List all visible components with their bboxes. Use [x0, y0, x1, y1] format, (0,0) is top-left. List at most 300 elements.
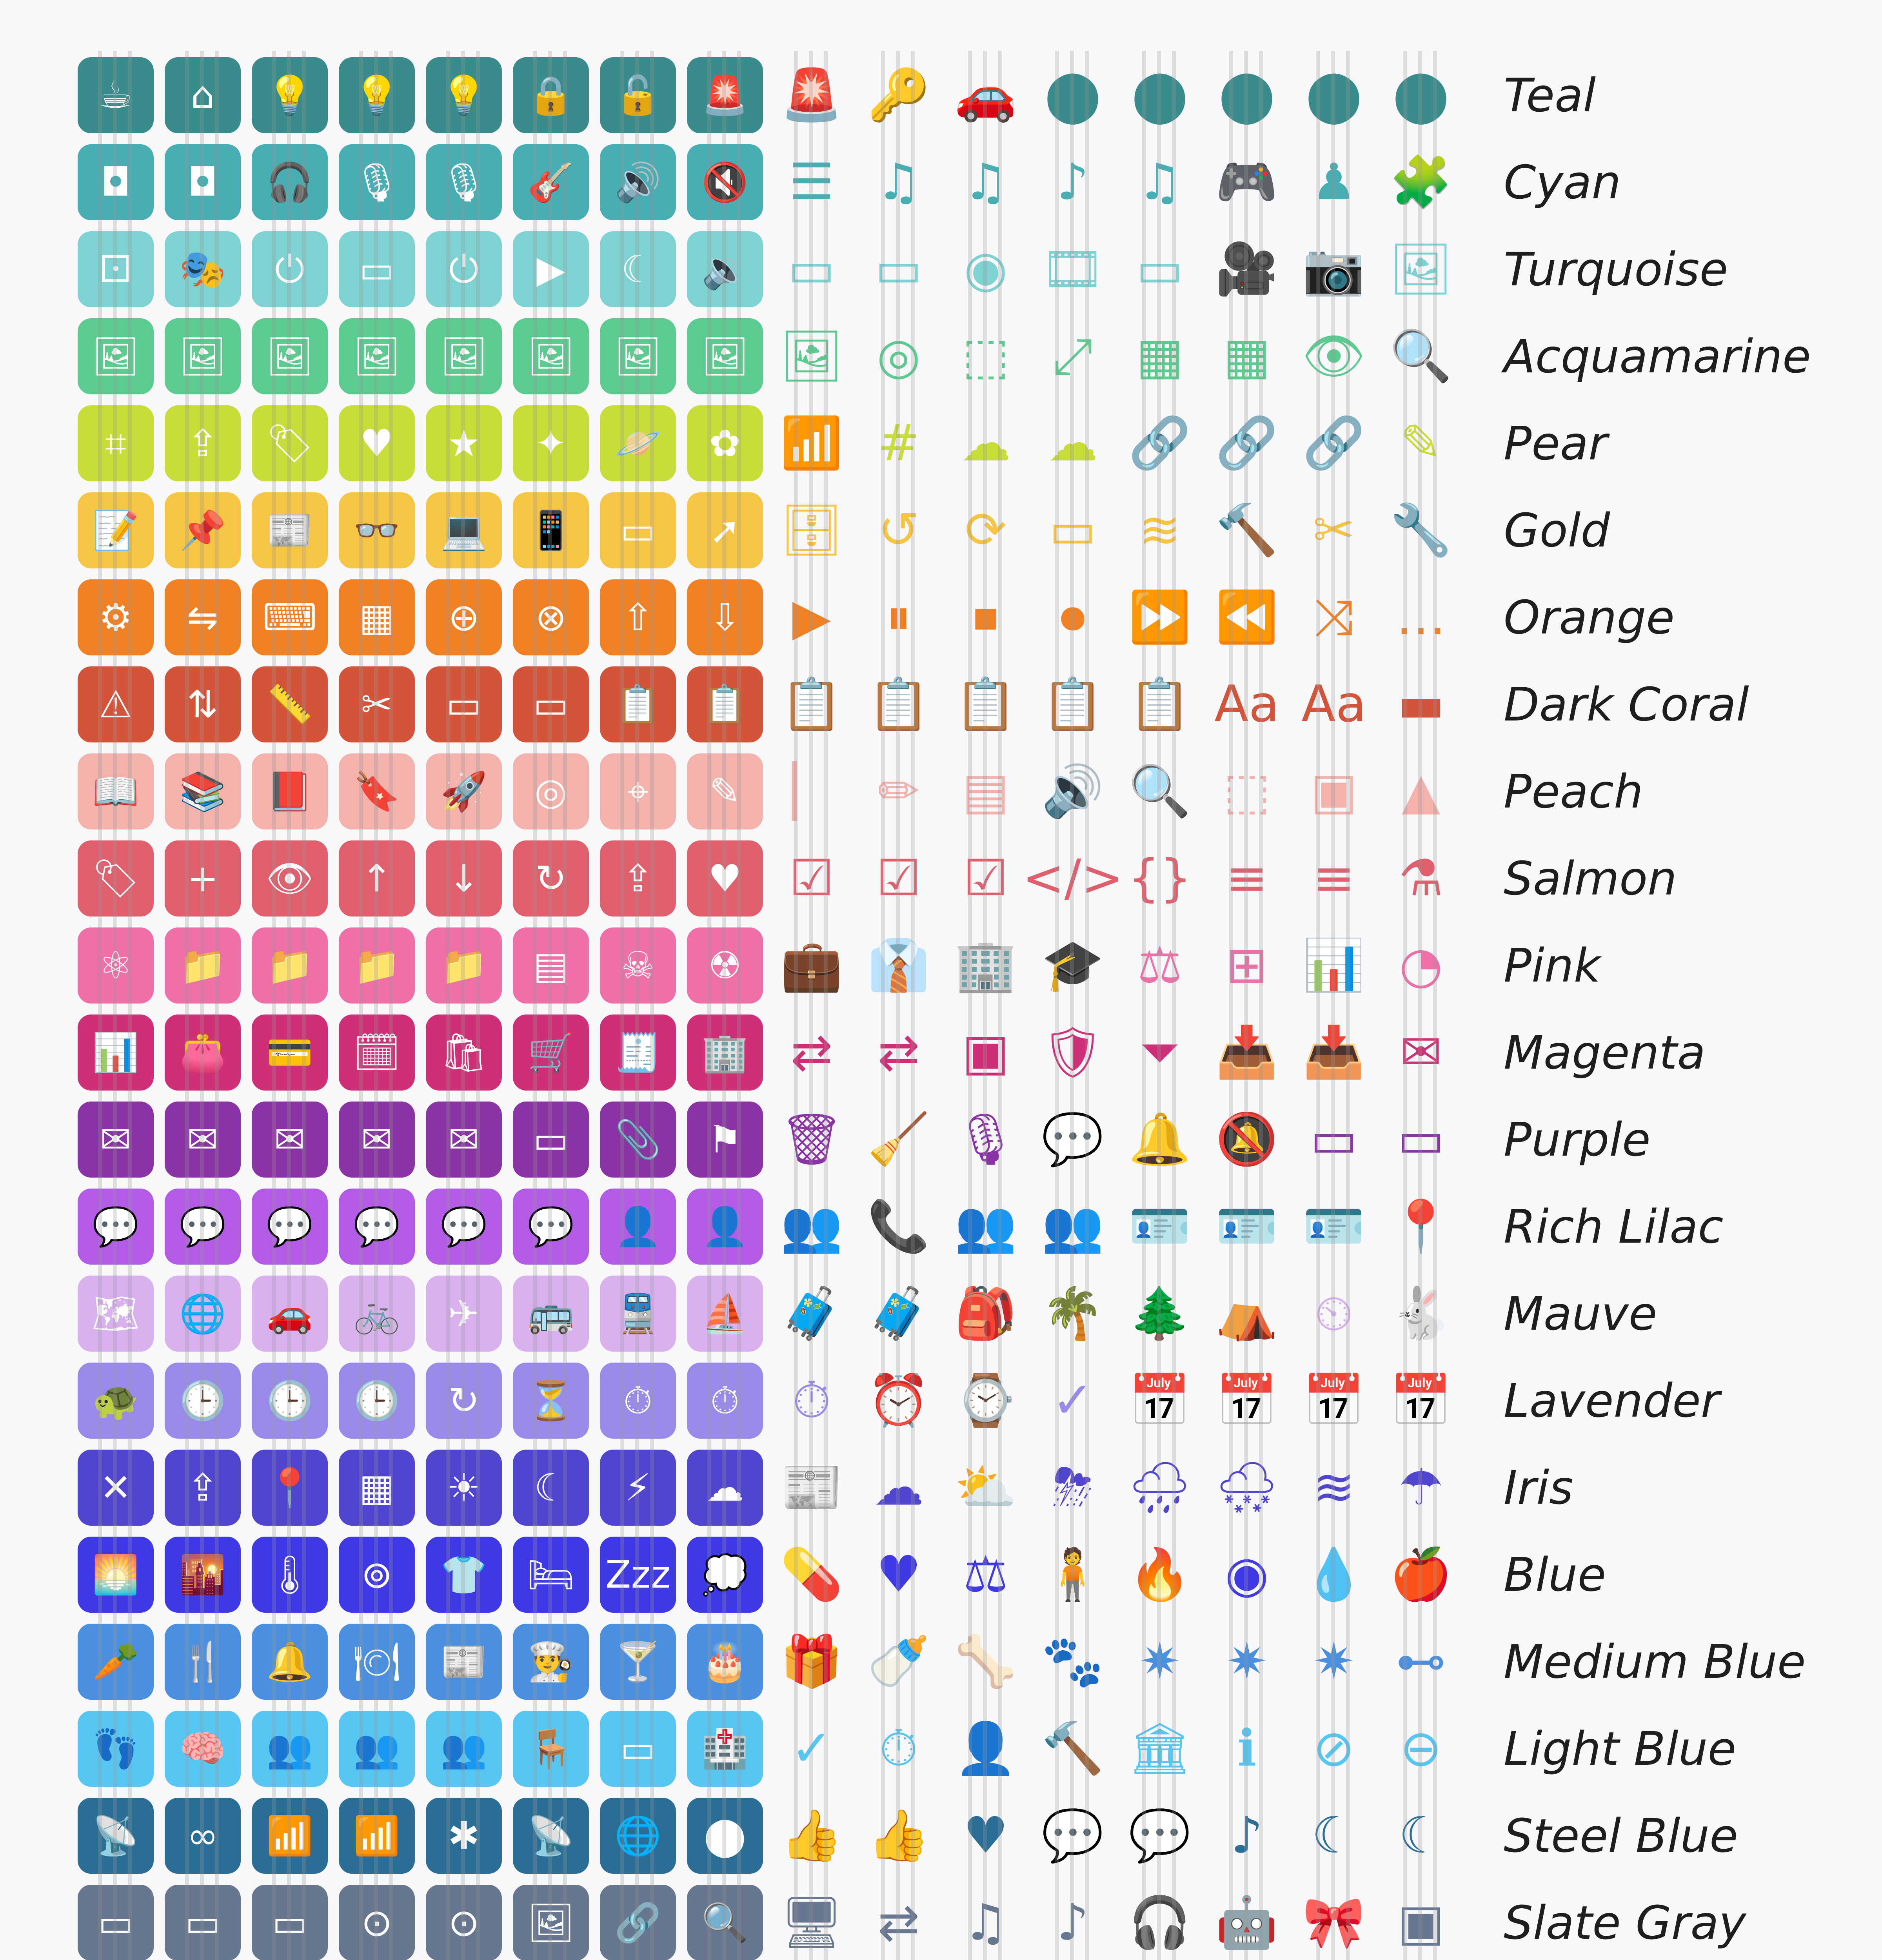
outline-icon-purple-2: 🧹 — [867, 1110, 930, 1169]
filled-icon-rich-lilac-8: 👤 — [687, 1189, 763, 1265]
outline-icon-peach-4: 🔊 — [1041, 762, 1104, 820]
outline-icon-medium-blue-3: 🦴 — [954, 1632, 1017, 1691]
filled-icon-mauve-7: 🚆 — [600, 1276, 676, 1352]
outline-icon-rich-lilac-5: 🪪 — [1128, 1197, 1191, 1256]
outline-icon-gold-1: 🗄 — [779, 501, 844, 559]
outline-icon-rich-lilac-7: 🪪 — [1303, 1197, 1365, 1256]
outline-icon-dark-coral-7: Aa — [1301, 675, 1366, 733]
filled-icon-rich-lilac-6: 💬 — [513, 1189, 589, 1265]
color-label-dark-coral: Dark Coral — [1504, 677, 1749, 731]
filled-icon-acquamarine-4: 🖼 — [339, 318, 415, 394]
filled-icon-pink-1: ⚛ — [78, 927, 154, 1004]
filled-icon-gold-8: ➚ — [687, 492, 763, 568]
outline-icon-turquoise-2: ▭ — [875, 240, 923, 298]
outline-icon-slate-gray-8: ▣ — [1397, 1893, 1445, 1952]
outline-icon-rich-lilac-3: 👥 — [954, 1197, 1017, 1256]
filled-icon-magenta-6: 🛒 — [513, 1014, 589, 1091]
filled-icon-steel-blue-2: ∞ — [165, 1798, 241, 1874]
outline-icon-acquamarine-3: ⬚ — [962, 327, 1010, 385]
filled-icon-pink-3: 📁 — [252, 927, 328, 1004]
filled-icon-pear-5: ★ — [426, 405, 502, 481]
outline-icon-mauve-4: 🌴 — [1041, 1284, 1104, 1343]
color-label-cyan: Cyan — [1504, 155, 1621, 209]
filled-icon-teal-6: 🔒 — [513, 57, 589, 133]
outline-icon-steel-blue-7: ☾ — [1311, 1806, 1357, 1865]
filled-icon-acquamarine-6: 🖼 — [513, 318, 589, 394]
outline-icon-pink-4: 🎓 — [1041, 936, 1104, 995]
color-label-orange: Orange — [1504, 590, 1675, 644]
color-label-teal: Teal — [1504, 68, 1596, 122]
filled-icon-slate-gray-1: ▭ — [78, 1885, 154, 1960]
filled-icon-turquoise-6: ▶ — [513, 231, 589, 307]
outline-icon-slate-gray-7: 🎀 — [1303, 1893, 1365, 1952]
filled-icon-purple-7: 📎 — [600, 1102, 676, 1178]
filled-icon-acquamarine-1: 🖼 — [78, 318, 154, 394]
filled-icon-peach-2: 📚 — [165, 753, 241, 829]
filled-icon-orange-2: ⇋ — [165, 579, 241, 655]
filled-icon-pear-2: ⇪ — [165, 405, 241, 481]
outline-icon-cyan-8: 🧩 — [1390, 153, 1452, 211]
outline-icon-turquoise-1: ▭ — [788, 240, 836, 298]
filled-icon-pink-8: ☢ — [687, 927, 763, 1004]
outline-icon-cyan-7: ♟ — [1311, 153, 1357, 211]
outline-icon-gold-6: 🔨 — [1215, 501, 1278, 559]
filled-icon-rich-lilac-5: 💬 — [426, 1189, 502, 1265]
outline-icon-turquoise-3: ◉ — [964, 240, 1008, 298]
outline-icon-acquamarine-1: 🖼 — [779, 327, 844, 385]
filled-icon-light-blue-1: 👣 — [78, 1711, 154, 1787]
outline-icon-slate-gray-5: 🎧 — [1128, 1893, 1191, 1952]
filled-icon-orange-8: ⇩ — [687, 579, 763, 655]
filled-icon-acquamarine-3: 🖼 — [252, 318, 328, 394]
filled-icon-blue-6: 🛏 — [513, 1537, 589, 1613]
outline-icon-acquamarine-7: 👁 — [1302, 327, 1366, 385]
outline-icon-turquoise-7: 📷 — [1303, 240, 1365, 298]
filled-icon-lavender-5: ↻ — [426, 1363, 502, 1439]
filled-icon-acquamarine-2: 🖼 — [165, 318, 241, 394]
outline-icon-peach-1: ▏ — [792, 762, 831, 820]
outline-icon-orange-1: ▶ — [792, 588, 831, 646]
filled-icon-cyan-4: 🎙 — [339, 144, 415, 220]
filled-icon-turquoise-5: ⏻ — [426, 231, 502, 307]
outline-icon-teal-8: ⬤ — [1393, 66, 1449, 124]
filled-icon-lavender-7: ⏱ — [600, 1363, 676, 1439]
filled-icon-peach-3: 📕 — [252, 753, 328, 829]
filled-icon-pink-6: ▤ — [513, 927, 589, 1004]
outline-icon-dark-coral-1: 📋 — [780, 675, 843, 733]
filled-icon-acquamarine-7: 🖼 — [600, 318, 676, 394]
outline-icon-lavender-3: ⌚ — [954, 1371, 1017, 1430]
outline-icon-rich-lilac-6: 🪪 — [1215, 1197, 1278, 1256]
filled-icon-rich-lilac-4: 💬 — [339, 1189, 415, 1265]
filled-icon-medium-blue-2: 🍴 — [165, 1624, 241, 1700]
filled-icon-iris-6: ☾ — [513, 1450, 589, 1526]
outline-icon-orange-5: ⏩ — [1128, 588, 1191, 646]
filled-icon-blue-8: 💭 — [687, 1537, 763, 1613]
filled-icon-cyan-6: 🎸 — [513, 144, 589, 220]
filled-icon-light-blue-3: 👥 — [252, 1711, 328, 1787]
filled-icon-gold-1: 📝 — [78, 492, 154, 568]
outline-icon-pink-6: ⊞ — [1226, 936, 1268, 995]
outline-icon-pink-7: 📊 — [1303, 936, 1365, 995]
outline-icon-light-blue-5: 🏛 — [1128, 1719, 1192, 1778]
outline-icon-teal-6: ⬤ — [1219, 66, 1275, 124]
outline-icon-acquamarine-2: ◎ — [877, 327, 921, 385]
outline-icon-pear-8: ✎ — [1400, 414, 1442, 472]
outline-icon-magenta-8: ✉ — [1400, 1023, 1442, 1082]
outline-icon-steel-blue-5: 💬 — [1128, 1806, 1191, 1865]
filled-icon-gold-5: 💻 — [426, 492, 502, 568]
filled-icon-peach-7: ⌖ — [600, 753, 676, 829]
outline-icon-peach-2: ✏ — [877, 762, 920, 820]
outline-icon-light-blue-6: ℹ — [1237, 1719, 1257, 1778]
filled-icon-medium-blue-8: 🎂 — [687, 1624, 763, 1700]
filled-icon-iris-2: ⇪ — [165, 1450, 241, 1526]
filled-icon-magenta-8: 🏢 — [687, 1014, 763, 1091]
filled-icon-gold-7: ▭ — [600, 492, 676, 568]
filled-icon-peach-8: ✎ — [687, 753, 763, 829]
filled-icon-light-blue-7: ▭ — [600, 1711, 676, 1787]
outline-icon-teal-5: ⬤ — [1132, 66, 1188, 124]
outline-icon-gold-8: 🔧 — [1390, 501, 1452, 559]
outline-icon-orange-4: ⏺ — [1060, 588, 1085, 646]
filled-icon-cyan-1: ◘ — [78, 144, 154, 220]
filled-icon-lavender-6: ⏳ — [513, 1363, 589, 1439]
filled-icon-steel-blue-8: ⬤ — [687, 1798, 763, 1874]
filled-icon-light-blue-5: 👥 — [426, 1711, 502, 1787]
outline-icon-gold-7: ✂ — [1313, 501, 1355, 559]
outline-icon-purple-4: 💬 — [1041, 1110, 1104, 1169]
filled-icon-gold-3: 📰 — [252, 492, 328, 568]
filled-icon-teal-7: 🔓 — [600, 57, 676, 133]
outline-icon-mauve-8: 🐇 — [1390, 1284, 1452, 1343]
filled-icon-iris-1: ✕ — [78, 1450, 154, 1526]
filled-icon-turquoise-8: 🔉 — [687, 231, 763, 307]
outline-icon-medium-blue-2: 🍼 — [867, 1632, 930, 1691]
filled-icon-peach-4: 🔖 — [339, 753, 415, 829]
filled-icon-magenta-4: 🗓 — [339, 1014, 415, 1091]
filled-icon-blue-5: 👕 — [426, 1537, 502, 1613]
filled-icon-medium-blue-3: 🔔 — [252, 1624, 328, 1700]
outline-icon-pink-5: ⚖ — [1137, 936, 1183, 995]
filled-icon-pink-4: 📁 — [339, 927, 415, 1004]
outline-icon-pink-2: 👔 — [867, 936, 930, 995]
outline-icon-lavender-1: ⏱ — [792, 1371, 831, 1430]
outline-icon-iris-1: 📰 — [780, 1458, 843, 1517]
outline-icon-rich-lilac-4: 👥 — [1041, 1197, 1104, 1256]
outline-icon-mauve-5: 🌲 — [1128, 1284, 1191, 1343]
filled-icon-peach-5: 🚀 — [426, 753, 502, 829]
filled-icon-slate-gray-5: ⊙ — [426, 1885, 502, 1960]
outline-icon-acquamarine-8: 🔍 — [1390, 327, 1452, 385]
outline-icon-steel-blue-1: 👍 — [780, 1806, 843, 1865]
outline-icon-medium-blue-4: 🐾 — [1041, 1632, 1104, 1691]
outline-icon-medium-blue-1: 🎁 — [780, 1632, 843, 1691]
outline-icon-iris-5: 🌧 — [1128, 1458, 1192, 1517]
filled-icon-purple-4: ✉ — [339, 1102, 415, 1178]
filled-icon-steel-blue-7: 🌐 — [600, 1798, 676, 1874]
color-label-blue: Blue — [1504, 1548, 1606, 1602]
filled-icon-mauve-1: 🗺 — [78, 1276, 154, 1352]
filled-icon-iris-8: ☁ — [687, 1450, 763, 1526]
outline-icon-orange-6: ⏪ — [1215, 588, 1278, 646]
filled-icon-gold-4: 👓 — [339, 492, 415, 568]
outline-icon-steel-blue-2: 👍 — [867, 1806, 930, 1865]
filled-icon-medium-blue-6: 👨‍🍳 — [513, 1624, 589, 1700]
outline-icon-purple-1: 🗑 — [779, 1110, 844, 1169]
filled-icon-pink-5: 📁 — [426, 927, 502, 1004]
color-label-acquamarine: Acquamarine — [1504, 329, 1811, 383]
outline-icon-iris-2: ☁ — [874, 1458, 924, 1517]
outline-icon-acquamarine-6: ▦ — [1223, 327, 1271, 385]
outline-icon-pear-4: ☁ — [1048, 414, 1098, 472]
color-label-mauve: Mauve — [1504, 1287, 1657, 1341]
filled-icon-acquamarine-5: 🖼 — [426, 318, 502, 394]
filled-icon-orange-5: ⊕ — [426, 579, 502, 655]
outline-icon-blue-4: 🧍 — [1041, 1545, 1104, 1604]
filled-icon-medium-blue-1: 🥕 — [78, 1624, 154, 1700]
outline-icon-blue-2: ♥ — [876, 1545, 921, 1604]
filled-icon-slate-gray-4: ⊙ — [339, 1885, 415, 1960]
outline-icon-light-blue-2: ⏱ — [879, 1719, 918, 1778]
filled-icon-salmon-1: 🏷 — [78, 840, 154, 916]
outline-icon-lavender-5: 📅 — [1128, 1371, 1191, 1430]
color-label-iris: Iris — [1504, 1461, 1573, 1515]
filled-icon-dark-coral-3: 📏 — [252, 666, 328, 742]
outline-icon-cyan-1: ☰ — [789, 153, 834, 211]
filled-icon-turquoise-3: ⏻ — [252, 231, 328, 307]
outline-icon-pink-3: 🏢 — [954, 936, 1017, 995]
outline-icon-mauve-2: 🧳 — [867, 1284, 930, 1343]
filled-icon-iris-7: ⚡ — [600, 1450, 676, 1526]
outline-icon-blue-1: 💊 — [780, 1545, 843, 1604]
outline-icon-salmon-5: {} — [1128, 849, 1192, 907]
outline-icon-teal-3: 🚗 — [954, 66, 1017, 124]
outline-icon-pear-6: 🔗 — [1215, 414, 1278, 472]
outline-icon-light-blue-7: ⊘ — [1313, 1719, 1355, 1778]
color-label-steel-blue: Steel Blue — [1504, 1809, 1738, 1863]
filled-icon-mauve-3: 🚗 — [252, 1276, 328, 1352]
outline-icon-light-blue-3: 👤 — [954, 1719, 1017, 1778]
outline-icon-lavender-8: 📅 — [1390, 1371, 1452, 1430]
filled-icon-steel-blue-4: 📶 — [339, 1798, 415, 1874]
filled-icon-purple-5: ✉ — [426, 1102, 502, 1178]
outline-icon-blue-7: 💧 — [1303, 1545, 1365, 1604]
filled-icon-light-blue-6: 🪑 — [513, 1711, 589, 1787]
outline-icon-dark-coral-6: Aa — [1214, 675, 1279, 733]
filled-icon-slate-gray-8: 🔍 — [687, 1885, 763, 1960]
filled-icon-orange-1: ⚙ — [78, 579, 154, 655]
outline-icon-purple-7: ▭ — [1310, 1110, 1358, 1169]
filled-icon-rich-lilac-7: 👤 — [600, 1189, 676, 1265]
outline-icon-cyan-2: ♫ — [876, 153, 921, 211]
filled-icon-lavender-8: ⏱ — [687, 1363, 763, 1439]
color-label-slate-gray: Slate Gray — [1504, 1896, 1746, 1950]
filled-icon-cyan-2: ◘ — [165, 144, 241, 220]
color-label-rich-lilac: Rich Lilac — [1504, 1200, 1724, 1254]
outline-icon-purple-5: 🔔 — [1128, 1110, 1191, 1169]
filled-icon-medium-blue-4: 🍽 — [339, 1624, 415, 1700]
outline-icon-slate-gray-4: ♪ — [1057, 1893, 1089, 1952]
filled-icon-acquamarine-8: 🖼 — [687, 318, 763, 394]
outline-icon-teal-2: 🔑 — [867, 66, 930, 124]
color-label-salmon: Salmon — [1504, 851, 1677, 906]
filled-icon-steel-blue-6: 📡 — [513, 1798, 589, 1874]
filled-icon-teal-5: 💡 — [426, 57, 502, 133]
outline-icon-rich-lilac-8: 📍 — [1390, 1197, 1452, 1256]
filled-icon-dark-coral-6: ▭ — [513, 666, 589, 742]
outline-icon-mauve-6: ⛺ — [1215, 1284, 1278, 1343]
outline-icon-dark-coral-8: ▬ — [1397, 675, 1445, 733]
outline-icon-lavender-6: 📅 — [1215, 1371, 1278, 1430]
filled-icon-salmon-8: ♥ — [687, 840, 763, 916]
color-label-peach: Peach — [1504, 764, 1643, 818]
outline-icon-steel-blue-3: ♥ — [963, 1806, 1008, 1865]
filled-icon-mauve-4: 🚲 — [339, 1276, 415, 1352]
filled-icon-salmon-4: ↑ — [339, 840, 415, 916]
filled-icon-dark-coral-7: 📋 — [600, 666, 676, 742]
filled-icon-salmon-7: ⇪ — [600, 840, 676, 916]
filled-icon-orange-6: ⊗ — [513, 579, 589, 655]
outline-icon-iris-6: 🌨 — [1215, 1458, 1279, 1517]
outline-icon-peach-7: ▣ — [1310, 762, 1358, 820]
outline-icon-mauve-1: 🧳 — [780, 1284, 843, 1343]
filled-icon-purple-2: ✉ — [165, 1102, 241, 1178]
outline-icon-pink-1: 💼 — [780, 936, 843, 995]
outline-icon-teal-7: ⬤ — [1306, 66, 1362, 124]
outline-icon-salmon-6: ≡ — [1226, 849, 1268, 907]
filled-icon-blue-4: ⊚ — [339, 1537, 415, 1613]
filled-icon-pear-3: 🏷 — [252, 405, 328, 481]
filled-icon-pear-8: ✿ — [687, 405, 763, 481]
filled-icon-cyan-8: 🔇 — [687, 144, 763, 220]
outline-icon-turquoise-5: ▭ — [1136, 240, 1184, 298]
outline-icon-dark-coral-4: 📋 — [1041, 675, 1104, 733]
outline-icon-pear-3: ☁ — [961, 414, 1011, 472]
filled-icon-dark-coral-4: ✂ — [339, 666, 415, 742]
filled-icon-cyan-5: 🎙 — [426, 144, 502, 220]
outline-icon-magenta-5: ⏷ — [1139, 1023, 1180, 1082]
outline-icon-purple-8: ▭ — [1397, 1110, 1445, 1169]
filled-icon-iris-4: ▦ — [339, 1450, 415, 1526]
outline-icon-blue-3: ⚖ — [963, 1545, 1008, 1604]
outline-icon-light-blue-4: 🔨 — [1041, 1719, 1104, 1778]
filled-icon-pear-6: ✦ — [513, 405, 589, 481]
filled-icon-turquoise-2: 🎭 — [165, 231, 241, 307]
filled-icon-rich-lilac-2: 💬 — [165, 1189, 241, 1265]
filled-icon-salmon-2: + — [165, 840, 241, 916]
outline-icon-iris-3: ⛅ — [954, 1458, 1017, 1517]
filled-icon-blue-1: 🌅 — [78, 1537, 154, 1613]
filled-icon-pink-7: ☠ — [600, 927, 676, 1004]
filled-icon-slate-gray-6: 🖼 — [513, 1885, 589, 1960]
filled-icon-purple-1: ✉ — [78, 1102, 154, 1178]
outline-icon-slate-gray-3: ♫ — [963, 1893, 1008, 1952]
filled-icon-mauve-8: ⛵ — [687, 1276, 763, 1352]
outline-icon-salmon-7: ≡ — [1313, 849, 1355, 907]
filled-icon-slate-gray-7: 🔗 — [600, 1885, 676, 1960]
filled-icon-orange-3: ⌨ — [252, 579, 328, 655]
outline-icon-pear-7: 🔗 — [1303, 414, 1365, 472]
outline-icon-rich-lilac-1: 👥 — [780, 1197, 843, 1256]
outline-icon-steel-blue-4: 💬 — [1041, 1806, 1104, 1865]
color-label-purple: Purple — [1504, 1112, 1651, 1167]
filled-icon-magenta-2: 👛 — [165, 1014, 241, 1091]
outline-icon-magenta-2: ⇄ — [877, 1023, 920, 1082]
outline-icon-orange-8: … — [1396, 588, 1446, 646]
filled-icon-teal-4: 💡 — [339, 57, 415, 133]
filled-icon-lavender-3: 🕒 — [252, 1363, 328, 1439]
outline-icon-light-blue-8: ⊖ — [1400, 1719, 1442, 1778]
outline-icon-salmon-2: ☑ — [876, 849, 921, 907]
outline-icon-magenta-7: 📥 — [1303, 1023, 1365, 1082]
outline-icon-teal-1: 🚨 — [780, 66, 843, 124]
outline-icon-purple-3: 🎙 — [954, 1110, 1018, 1169]
outline-icon-gold-5: ≋ — [1139, 501, 1181, 559]
outline-icon-iris-4: ⛈ — [1052, 1458, 1093, 1517]
outline-icon-peach-8: ▲ — [1401, 762, 1441, 820]
outline-icon-pear-1: 📶 — [780, 414, 843, 472]
outline-icon-cyan-6: 🎮 — [1215, 153, 1278, 211]
filled-icon-medium-blue-7: 🍸 — [600, 1624, 676, 1700]
outline-icon-peach-3: ▤ — [962, 762, 1010, 820]
outline-icon-iris-8: ☂ — [1398, 1458, 1444, 1517]
outline-icon-blue-5: 🔥 — [1128, 1545, 1191, 1604]
filled-icon-purple-6: ▭ — [513, 1102, 589, 1178]
filled-icon-rich-lilac-3: 💬 — [252, 1189, 328, 1265]
filled-icon-mauve-5: ✈ — [426, 1276, 502, 1352]
filled-icon-magenta-1: 📊 — [78, 1014, 154, 1091]
outline-icon-peach-6: ⬚ — [1223, 762, 1271, 820]
outline-icon-gold-2: ↺ — [877, 501, 920, 559]
color-label-lavender: Lavender — [1504, 1374, 1720, 1428]
outline-icon-cyan-4: ♪ — [1057, 153, 1089, 211]
outline-icon-dark-coral-2: 📋 — [867, 675, 930, 733]
filled-icon-dark-coral-5: ▭ — [426, 666, 502, 742]
outline-icon-steel-blue-6: ♪ — [1231, 1806, 1263, 1865]
outline-icon-slate-gray-6: 🤖 — [1215, 1893, 1278, 1952]
outline-icon-turquoise-8: 🖼 — [1389, 240, 1453, 298]
outline-icon-peach-5: 🔍 — [1128, 762, 1191, 820]
outline-icon-purple-6: 🔕 — [1215, 1110, 1278, 1169]
outline-icon-salmon-4: </> — [1022, 849, 1123, 907]
filled-icon-gold-2: 📌 — [165, 492, 241, 568]
filled-icon-teal-1: ☕ — [78, 57, 154, 133]
outline-icon-medium-blue-5: ✷ — [1139, 1632, 1181, 1691]
outline-icon-lavender-4: ✓ — [1052, 1371, 1094, 1430]
filled-icon-magenta-3: 💳 — [252, 1014, 328, 1091]
filled-icon-peach-1: 📖 — [78, 753, 154, 829]
outline-icon-pink-8: ◔ — [1399, 936, 1443, 995]
color-label-pear: Pear — [1504, 416, 1608, 470]
filled-icon-steel-blue-1: 📡 — [78, 1798, 154, 1874]
filled-icon-blue-3: 🌡 — [252, 1537, 328, 1613]
filled-icon-steel-blue-3: 📶 — [252, 1798, 328, 1874]
outline-icon-orange-7: ⤨ — [1313, 588, 1354, 646]
filled-icon-purple-3: ✉ — [252, 1102, 328, 1178]
color-label-gold: Gold — [1504, 503, 1610, 557]
filled-icon-peach-6: ◎ — [513, 753, 589, 829]
outline-icon-magenta-3: ▣ — [962, 1023, 1010, 1082]
outline-icon-blue-6: ◉ — [1225, 1545, 1269, 1604]
filled-icon-medium-blue-5: 📰 — [426, 1624, 502, 1700]
filled-icon-light-blue-8: 🏥 — [687, 1711, 763, 1787]
outline-icon-steel-blue-8: ☾ — [1398, 1806, 1444, 1865]
outline-icon-acquamarine-4: ⤢ — [1052, 327, 1093, 385]
filled-icon-lavender-4: 🕒 — [339, 1363, 415, 1439]
filled-icon-teal-8: 🚨 — [687, 57, 763, 133]
filled-icon-iris-3: 📍 — [252, 1450, 328, 1526]
